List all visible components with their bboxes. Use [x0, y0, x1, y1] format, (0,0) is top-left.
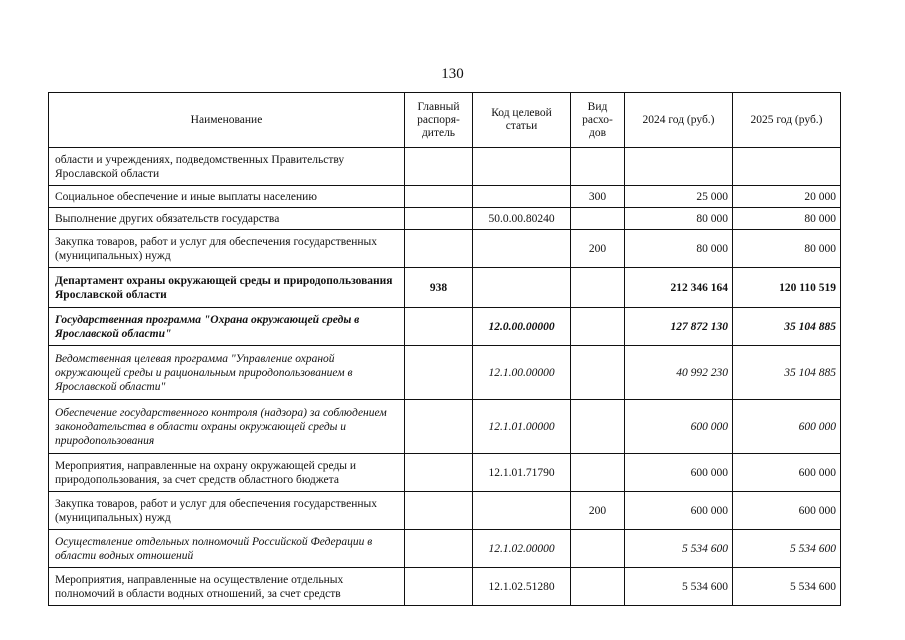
- row-expense: [571, 454, 625, 492]
- row-expense: [571, 530, 625, 568]
- table-row: [49, 530, 841, 568]
- row-code: 50.0.00.80240: [473, 208, 571, 230]
- row-expense: [571, 208, 625, 230]
- row-expense: 200: [571, 230, 625, 268]
- row-expense: [571, 148, 625, 186]
- table-header-row: [49, 93, 841, 148]
- row-name: Выполнение других обязательств государства: [49, 208, 405, 230]
- row-code: 12.0.00.00000: [473, 308, 571, 346]
- table-row: [49, 400, 841, 454]
- row-chief: [405, 568, 473, 606]
- row-chief: [405, 530, 473, 568]
- row-name: Государственная программа "Охрана окружающей среды в Ярославской области": [49, 308, 405, 346]
- row-code: [473, 186, 571, 208]
- row-code: 12.1.01.00000: [473, 400, 571, 454]
- row-chief: [405, 208, 473, 230]
- row-expense: 300: [571, 186, 625, 208]
- row-amount-2025: 600 000: [733, 492, 841, 530]
- row-code: [473, 230, 571, 268]
- column-header-code: Код целевой статьи: [473, 93, 571, 148]
- row-chief: [405, 148, 473, 186]
- row-name: Социальное обеспечение и иные выплаты населению: [49, 186, 405, 208]
- table-row: [49, 186, 841, 208]
- table-row: [49, 454, 841, 492]
- row-code: 12.1.02.00000: [473, 530, 571, 568]
- row-amount-2024: 600 000: [625, 400, 733, 454]
- table-row: [49, 268, 841, 308]
- row-name: Обеспечение государственного контроля (надзора) за соблюдением законодательства в области охраны окружающей среды и природопользования: [49, 400, 405, 454]
- row-amount-2025: 600 000: [733, 400, 841, 454]
- table-row: [49, 492, 841, 530]
- table-row: [49, 568, 841, 606]
- row-amount-2025: 600 000: [733, 454, 841, 492]
- table-row: [49, 230, 841, 268]
- budget-table: [48, 92, 841, 606]
- table-row: [49, 208, 841, 230]
- row-amount-2025: 35 104 885: [733, 308, 841, 346]
- column-header-2024: 2024 год (руб.): [625, 93, 733, 148]
- table-row: [49, 148, 841, 186]
- row-amount-2024: 25 000: [625, 186, 733, 208]
- row-expense: [571, 308, 625, 346]
- row-expense: [571, 346, 625, 400]
- row-amount-2024: 80 000: [625, 208, 733, 230]
- row-amount-2024: 600 000: [625, 492, 733, 530]
- table-row: [49, 308, 841, 346]
- row-name: Закупка товаров, работ и услуг для обеспечения государственных (муниципальных) нужд: [49, 230, 405, 268]
- column-header-chief: Главный распоря-дитель: [405, 93, 473, 148]
- row-amount-2024: [625, 148, 733, 186]
- row-expense: [571, 400, 625, 454]
- row-amount-2024: 600 000: [625, 454, 733, 492]
- row-name: области и учреждениях, подведомственных Правительству Ярославской области: [49, 148, 405, 186]
- row-code: [473, 148, 571, 186]
- row-amount-2025: 120 110 519: [733, 268, 841, 308]
- row-chief: [405, 492, 473, 530]
- row-amount-2024: 5 534 600: [625, 530, 733, 568]
- row-code: 12.1.00.00000: [473, 346, 571, 400]
- row-amount-2025: 80 000: [733, 230, 841, 268]
- row-amount-2024: 127 872 130: [625, 308, 733, 346]
- row-name: Закупка товаров, работ и услуг для обеспечения государственных (муниципальных) нужд: [49, 492, 405, 530]
- column-header-name: Наименование: [49, 93, 405, 148]
- row-amount-2025: 5 534 600: [733, 530, 841, 568]
- row-amount-2025: 5 534 600: [733, 568, 841, 606]
- row-name: Мероприятия, направленные на охрану окружающей среды и природопользования, за счет средств областного бюджета: [49, 454, 405, 492]
- row-amount-2024: 80 000: [625, 230, 733, 268]
- row-name: Мероприятия, направленные на осуществление отдельных полномочий в области водных отношений, за счет средств: [49, 568, 405, 606]
- row-chief: [405, 454, 473, 492]
- row-expense: [571, 568, 625, 606]
- row-expense: [571, 268, 625, 308]
- row-chief: [405, 400, 473, 454]
- row-amount-2025: 80 000: [733, 208, 841, 230]
- row-amount-2024: 212 346 164: [625, 268, 733, 308]
- page-number: 130: [441, 66, 464, 82]
- row-chief: [405, 308, 473, 346]
- row-amount-2025: 20 000: [733, 186, 841, 208]
- row-chief: [405, 346, 473, 400]
- row-code: [473, 268, 571, 308]
- row-name: Осуществление отдельных полномочий Российской Федерации в области водных отношений: [49, 530, 405, 568]
- row-name: Департамент охраны окружающей среды и природопользования Ярославской области: [49, 268, 405, 308]
- column-header-2025: 2025 год (руб.): [733, 93, 841, 148]
- row-chief: [405, 186, 473, 208]
- row-amount-2024: 40 992 230: [625, 346, 733, 400]
- row-amount-2024: 5 534 600: [625, 568, 733, 606]
- row-code: 12.1.02.51280: [473, 568, 571, 606]
- row-expense: 200: [571, 492, 625, 530]
- row-code: [473, 492, 571, 530]
- row-name: Ведомственная целевая программа "Управление охраной окружающей среды и рациональным природопользованием в Ярославской области": [49, 346, 405, 400]
- row-chief: [405, 230, 473, 268]
- row-amount-2025: 35 104 885: [733, 346, 841, 400]
- column-header-expense: Вид расхо-дов: [571, 93, 625, 148]
- row-code: 12.1.01.71790: [473, 454, 571, 492]
- row-chief: 938: [405, 268, 473, 308]
- row-amount-2025: [733, 148, 841, 186]
- table-row: [49, 346, 841, 400]
